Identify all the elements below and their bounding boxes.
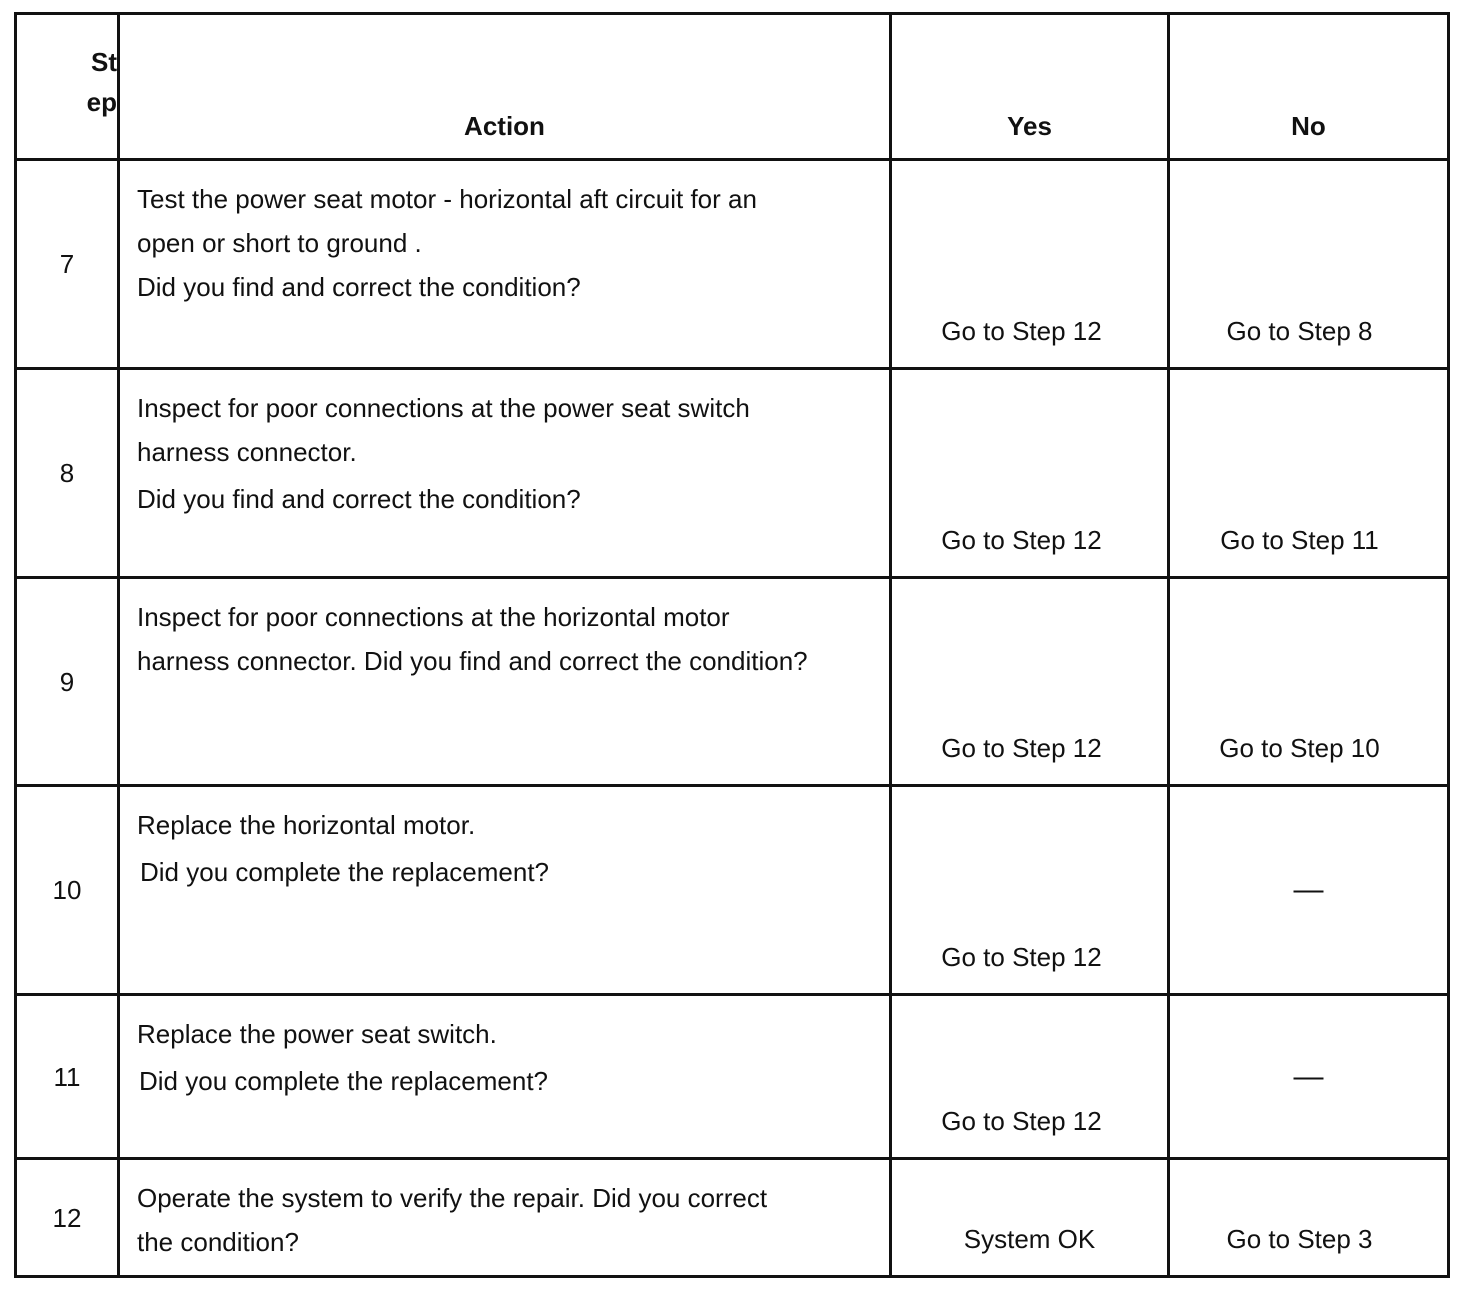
action-line: the condition?	[137, 1227, 299, 1257]
action-line: Inspect for poor connections at the power seat switch	[137, 393, 750, 423]
yes-result: System OK	[963, 1224, 1096, 1254]
action-cell	[120, 996, 892, 1160]
table-grid	[17, 15, 1447, 1275]
yes-result: Go to Step 12	[941, 525, 1102, 555]
action-cell	[120, 1160, 892, 1275]
action-cell	[120, 161, 892, 370]
header-step-line1: St	[91, 46, 117, 77]
step-number: 11	[17, 996, 120, 1160]
yes-result: Go to Step 12	[941, 1106, 1102, 1136]
step-number: 10	[17, 787, 120, 996]
action-line: Did you find and correct the condition?	[137, 272, 581, 302]
action-line: Replace the power seat switch.	[137, 1019, 497, 1049]
action-line: Replace the horizontal motor.	[137, 810, 476, 840]
no-result: Go to Step 3	[1226, 1224, 1373, 1254]
no-result: —	[1293, 873, 1324, 906]
step-number: 12	[17, 1160, 120, 1275]
yes-cell	[892, 370, 1170, 579]
no-cell	[1170, 1160, 1447, 1275]
no-cell	[1170, 370, 1447, 579]
header-action: Action	[120, 15, 892, 161]
action-line: Did you complete the replacement?	[139, 1066, 549, 1096]
action-line: harness connector.	[137, 437, 357, 467]
yes-cell	[892, 579, 1170, 787]
action-cell	[120, 370, 892, 579]
no-result: —	[1293, 1059, 1324, 1093]
no-cell	[1170, 161, 1447, 370]
action-line: harness connector. Did you find and correct the condition?	[137, 646, 808, 676]
step-number: 8	[17, 370, 120, 579]
yes-result: Go to Step 12	[941, 733, 1102, 763]
no-result: Go to Step 10	[1219, 733, 1380, 763]
yes-result: Go to Step 12	[941, 942, 1102, 972]
action-line: Operate the system to verify the repair. Did you correct	[137, 1183, 768, 1213]
header-no: No	[1170, 15, 1447, 161]
action-line: open or short to ground .	[137, 228, 422, 258]
no-result: Go to Step 11	[1220, 525, 1379, 555]
step-number: 9	[17, 579, 120, 787]
action-cell	[120, 579, 892, 787]
step-number: 7	[17, 161, 120, 370]
yes-cell	[892, 996, 1170, 1160]
no-result: Go to Step 8	[1226, 316, 1373, 346]
yes-cell	[892, 1160, 1170, 1275]
header-yes: Yes	[892, 15, 1170, 161]
yes-cell	[892, 787, 1170, 996]
yes-result: Go to Step 12	[941, 316, 1102, 346]
action-line: Test the power seat motor - horizontal aft circuit for an	[137, 184, 757, 214]
header-step	[17, 15, 120, 161]
action-line: Did you find and correct the condition?	[137, 484, 581, 514]
action-line: Inspect for poor connections at the horizontal motor	[137, 602, 730, 632]
action-line: Did you complete the replacement?	[140, 857, 550, 887]
diagnostic-table	[14, 12, 1450, 1278]
action-cell	[120, 787, 892, 996]
header-step-line2: ep	[86, 86, 117, 117]
no-cell	[1170, 579, 1447, 787]
no-cell	[1170, 996, 1447, 1160]
no-cell	[1170, 787, 1447, 996]
yes-cell	[892, 161, 1170, 370]
